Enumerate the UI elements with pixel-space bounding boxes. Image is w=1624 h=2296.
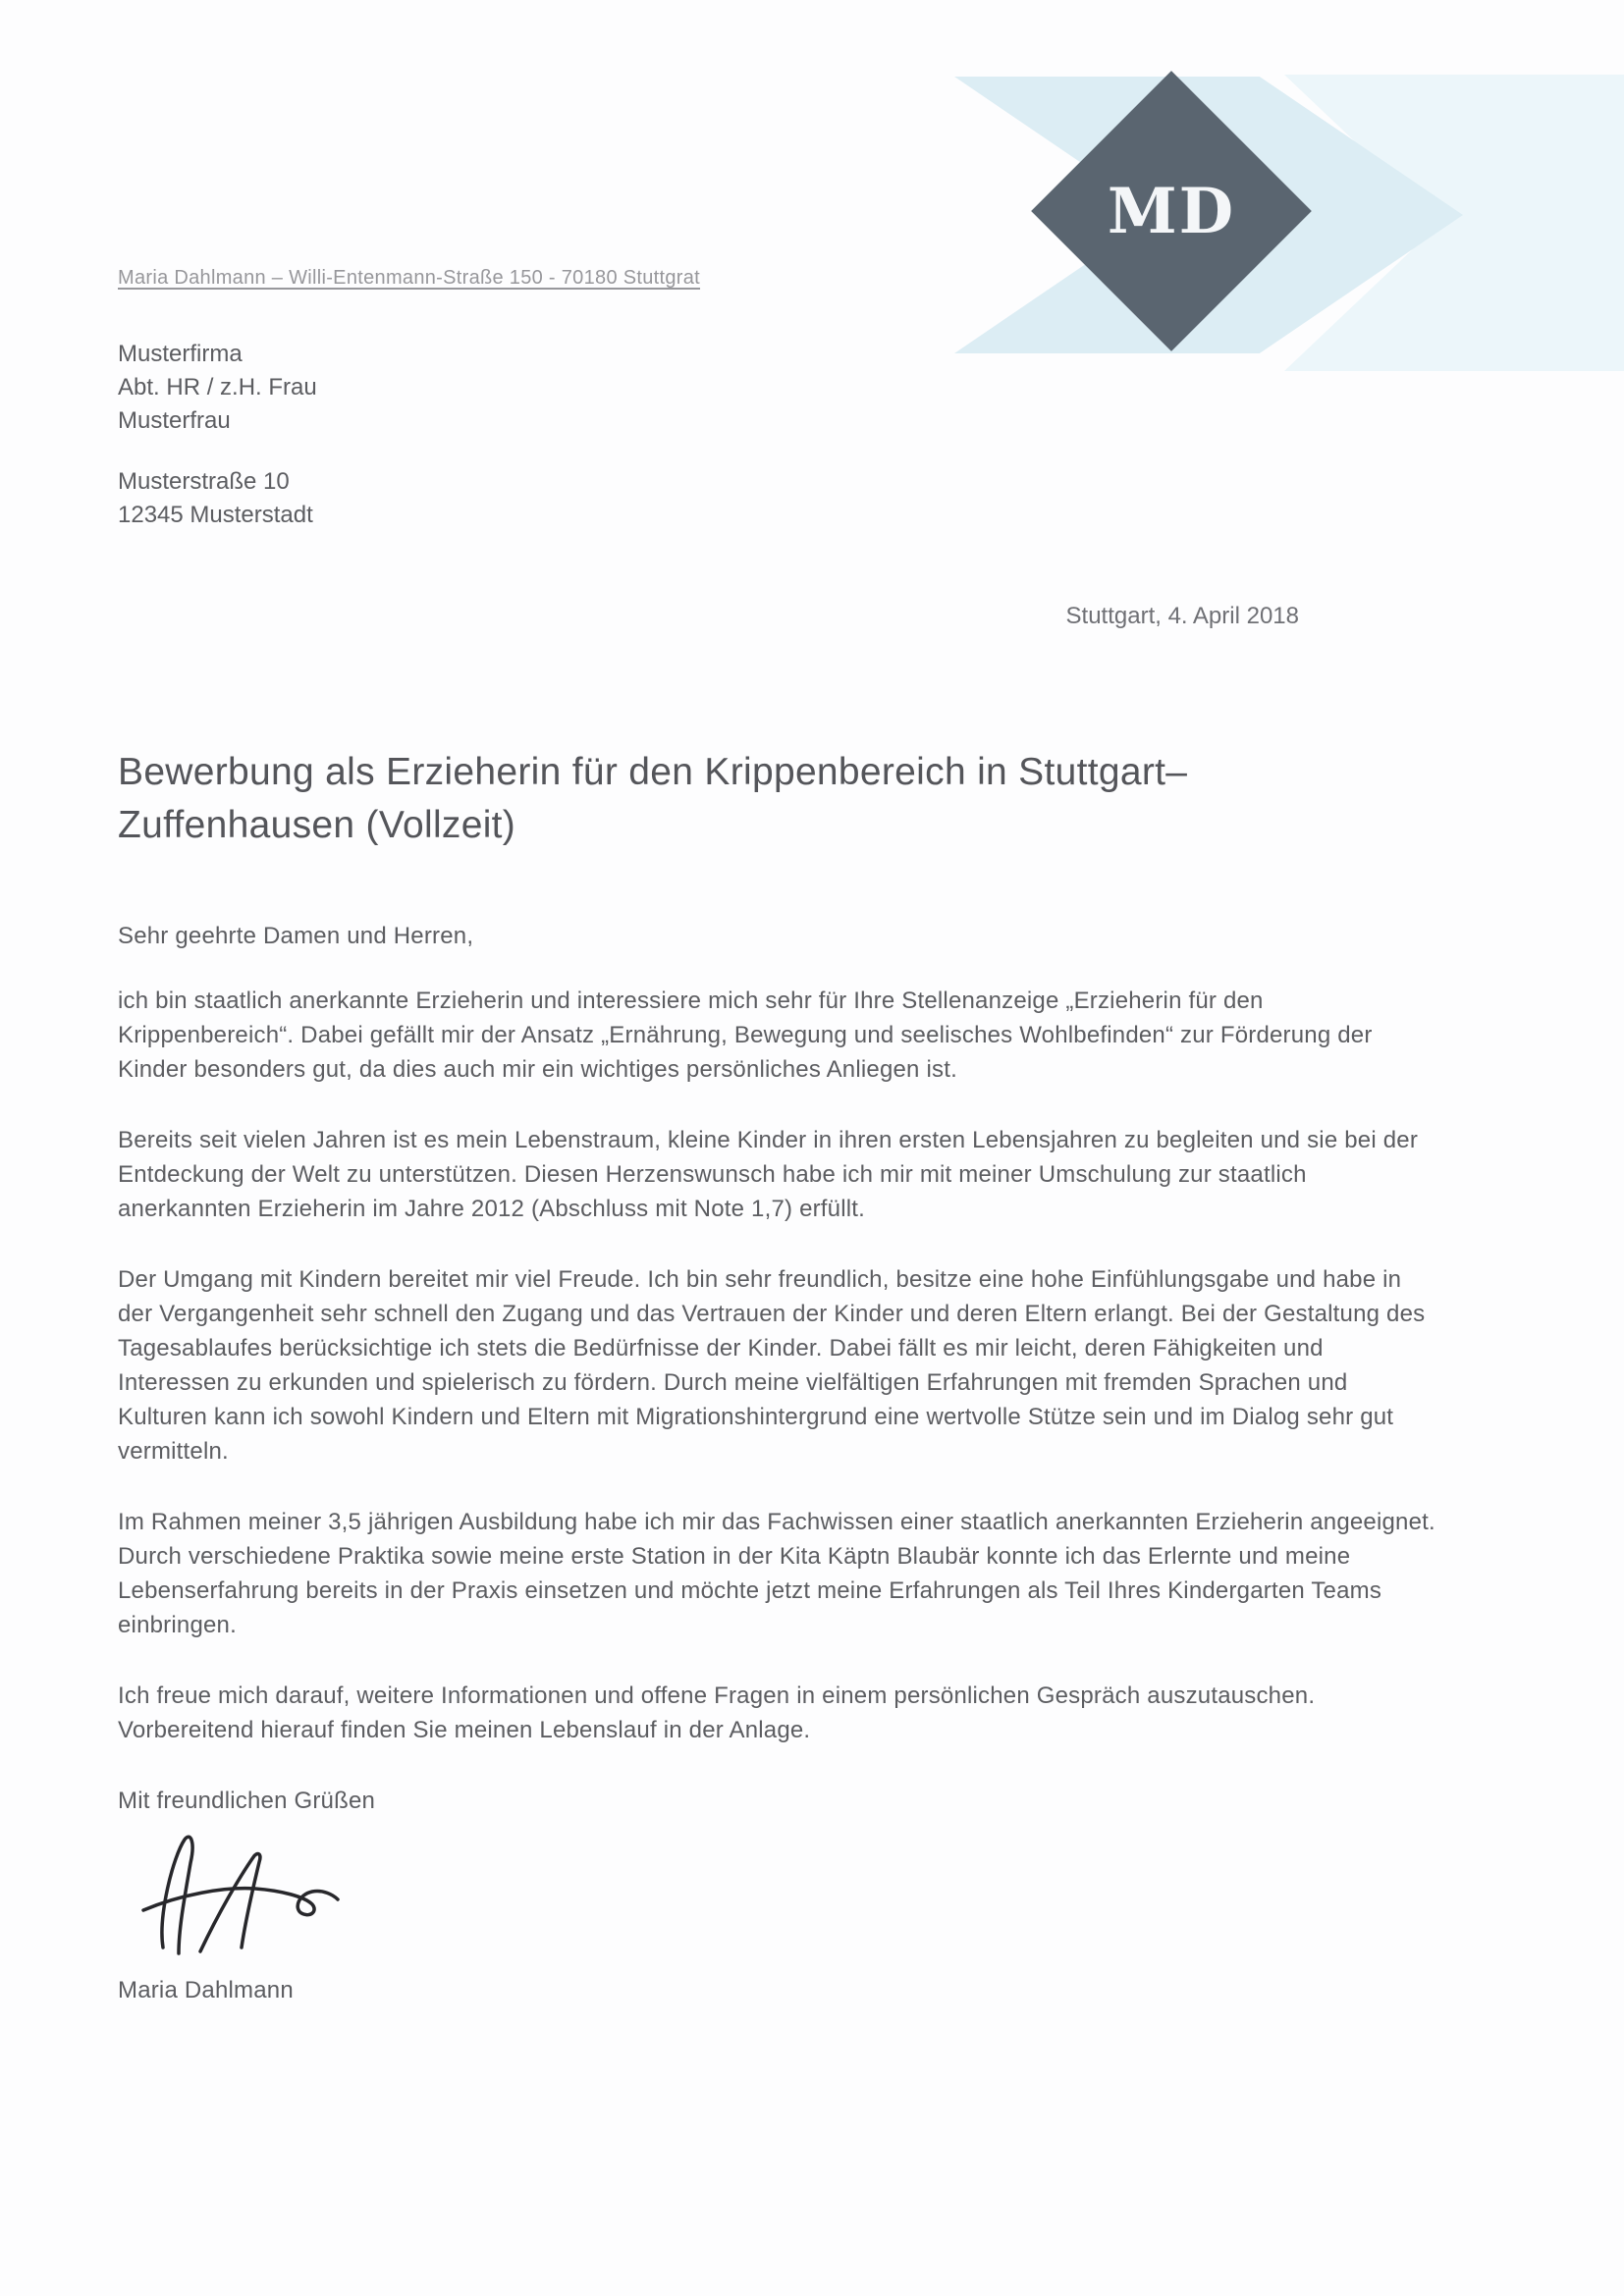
signature-name: Maria Dahlmann — [118, 1977, 294, 2003]
body-paragraph: Im Rahmen meiner 3,5 jährigen Ausbildung habe ich mir das Fachwissen einer staatlich anerkannten Erzieherin angeeignet. Durch verschiedene Praktika sowie meine erste Station in der Kita Käptn Blaubär konnte ich das Erlernte und meine Lebenserfahrung bereits in der Praxis einsetzen und möchte jetzt meine Erfahrungen als Teil Ihres Kindergarten Teams einbringen. — [118, 1509, 1435, 1638]
body-paragraph: Der Umgang mit Kindern bereitet mir viel Freude. Ich bin sehr freundlich, besitze eine hohe Einfühlungsgabe und habe in der Vergangenheit sehr schnell den Zugang und das Vertrauen der Kinder und deren Eltern erlangt. Bei der Gestaltung des Tagesablaufes berücksichtige ich stets die Bedürfnisse der Kinder. Dabei fällt es mir leicht, deren Fähigkeiten und Interessen zu erkunden und spielerisch zu fördern. Durch meine vielfältigen Erfahrungen mit fremden Sprachen und Kulturen kann ich sowohl Kindern und Eltern mit Migrationshintergrund eine wertvolle Stütze sein und im Dialog sehr gut vermitteln. — [118, 1266, 1426, 1465]
handwritten-signature-icon — [130, 1830, 357, 1967]
letter-body — [118, 919, 1438, 2007]
date-line: Stuttgart, 4. April 2018 — [1065, 603, 1299, 629]
closing-line: Mit freundlichen Grüßen — [118, 1788, 376, 1814]
recipient-department: Abt. HR / z.H. Frau — [118, 374, 317, 400]
body-paragraph: Ich freue mich darauf, weitere Informationen und offene Fragen in einem persönlichen Gespräch auszutauschen. Vorbereitend hierauf finden Sie meinen Lebenslauf in der Anlage. — [118, 1682, 1316, 1743]
salutation: Sehr geehrte Damen und Herren, — [118, 923, 474, 949]
recipient-contact: Musterfrau — [118, 407, 231, 434]
recipient-city: 12345 Musterstadt — [118, 502, 313, 528]
recipient-company: Musterfirma — [118, 341, 243, 367]
recipient-street: Musterstraße 10 — [118, 468, 290, 495]
subject-heading: Bewerbung als Erzieherin für den Krippenbereich in Stuttgart–Zuffenhausen (Vollzeit) — [118, 751, 1188, 846]
body-paragraph: Bereits seit vielen Jahren ist es mein Lebenstraum, kleine Kinder in ihren ersten Lebensjahren zu begleiten und sie bei der Entdeckung der Welt zu unterstützen. Diesen Herzenswunsch habe ich mir mit meiner Umschulung zur staatlich anerkannten Erzieherin im Jahre 2012 (Abschluss mit Note 1,7) erfüllt. — [118, 1127, 1419, 1222]
sender-address-line: Maria Dahlmann – Willi-Entenmann-Straße 150 - 70180 Stuttgrat — [118, 267, 701, 289]
body-paragraph: ich bin staatlich anerkannte Erzieherin und interessiere mich sehr für Ihre Stellenanzeige „Erzieherin für den Krippenbereich“. Dabei gefällt mir der Ansatz „Ernährung, Bewegung und seelisches Wohlbefinden“ zur Förderung der Kinder besonders gut, da dies auch mir ein wichtiges persönliches Anliegen ist. — [118, 988, 1373, 1083]
recipient-block — [118, 338, 317, 532]
logo-initials: MD — [1107, 174, 1236, 248]
